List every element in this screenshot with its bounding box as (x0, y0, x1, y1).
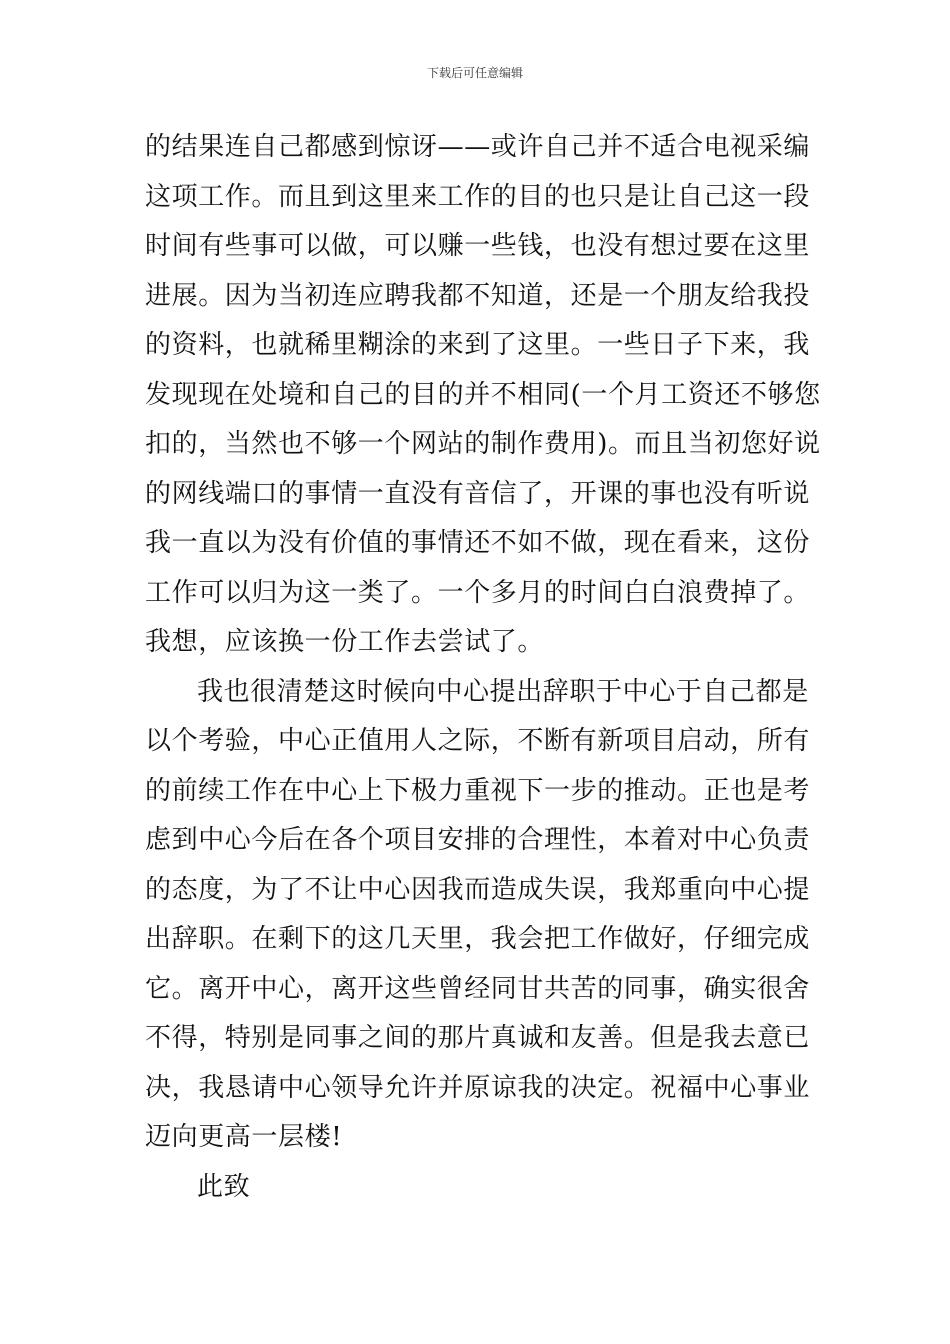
body-line: 的资料，也就稀里糊涂的来到了这里。一些日子下来，我 (145, 330, 811, 360)
closing-salutation: 此致 (197, 1171, 251, 1202)
body-line: 我一直以为没有价值的事情还不如不做，现在看来，这份 (145, 528, 811, 558)
body-line: 发现现在处境和自己的目的并不相同(一个月工资还不够您 (145, 379, 821, 410)
body-line: 出辞职。在剩下的这几天里，我会把工作做好，仔细完成 (145, 924, 811, 954)
body-line: 它。离开中心，离开这些曾经同甘共苦的同事，确实很舍 (145, 973, 811, 1004)
body-line: 的态度，为了不让中心因我而造成失误，我郑重向中心提 (145, 874, 811, 905)
paragraph-start-line: 我也很清楚这时候向中心提出辞职于中心于自己都是 (197, 676, 809, 707)
body-line: 虑到中心今后在各个项目安排的合理性，本着对中心负责 (145, 825, 811, 855)
body-line: 时间有些事可以做，可以赚一些钱，也没有想过要在这里 (145, 231, 811, 261)
body-line: 以个考验，中心正值用人之际，不断有新项目启动，所有 (145, 726, 811, 756)
body-line: 迈向更高一层楼! (145, 1122, 343, 1152)
body-line: 进展。因为当初连应聘我都不知道，还是一个朋友给我投 (145, 280, 811, 311)
body-line: 工作可以归为这一类了。一个多月的时间白白浪费掉了。 (145, 577, 811, 608)
body-line: 扣的，当然也不够一个网站的制作费用)。而且当初您好说 (145, 429, 821, 459)
body-line: 我想，应该换一份工作去尝试了。 (145, 627, 545, 657)
page-header-note: 下载后可任意编辑 (426, 66, 523, 80)
letter-body (145, 123, 821, 1212)
body-line: 这项工作。而且到这里来工作的目的也只是让自己这一段 (145, 181, 811, 212)
body-line: 的前续工作在中心上下极力重视下一步的推动。正也是考 (145, 775, 811, 806)
body-line: 的网线端口的事情一直没有音信了，开课的事也没有听说 (145, 478, 811, 509)
body-line: 的结果连自己都感到惊讶——或许自己并不适合电视采编 (145, 132, 811, 162)
body-line: 不得，特别是同事之间的那片真诚和友善。但是我去意已 (145, 1023, 811, 1053)
body-line: 决，我恳请中心领导允许并原谅我的决定。祝福中心事业 (145, 1072, 811, 1103)
